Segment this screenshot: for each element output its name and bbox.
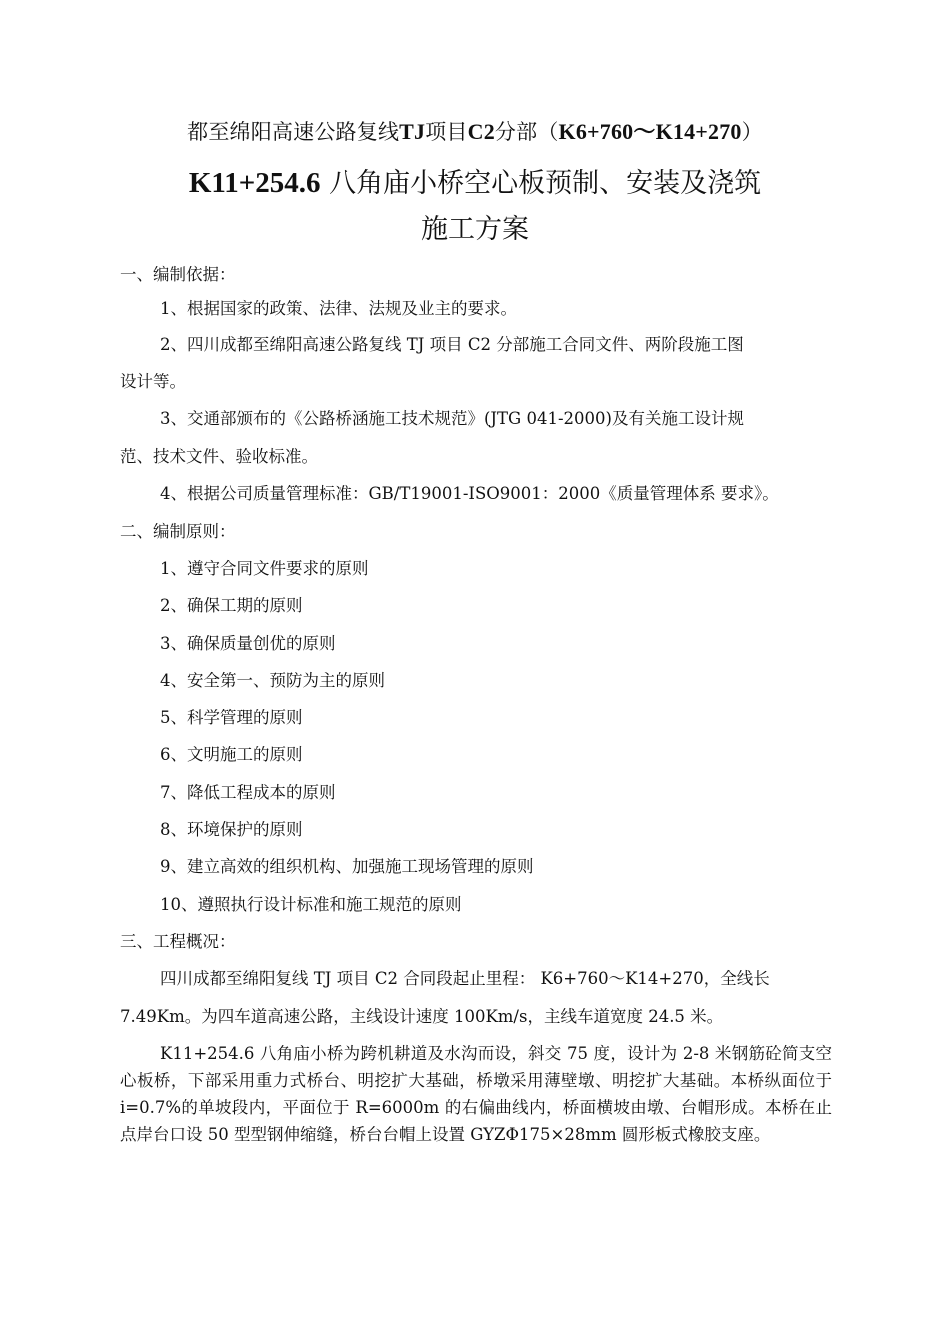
list-item: 2、确保工期的原则 — [160, 596, 303, 615]
section-heading: 二、编制原则： — [120, 522, 236, 541]
title-text: ） — [741, 120, 763, 144]
list-item: 10、遵照执行设计标准和施工规范的原则 — [160, 895, 462, 914]
title-text: 都至绵阳高速公路复线 — [187, 120, 400, 144]
title-text: 项目 — [425, 120, 468, 144]
paragraph-line: 3、交通部颁布的《公路桥涵施工技术规范》(JTG 041-2000)及有关施工设计规 — [160, 409, 744, 428]
paragraph-line: 4、根据公司质量管理标准：GB/T19001-ISO9001：2000《质量管理体系 要求》。 — [160, 484, 779, 503]
paragraph-line: 7.49Km。为四车道高速公路，主线设计速度 100Km/s，主线车道宽度 24.5 米。 — [120, 1007, 724, 1026]
title-code: K11+254.6 — [188, 167, 321, 199]
section-heading: 三、工程概况： — [120, 932, 236, 951]
list-item: 3、确保质量创优的原则 — [160, 634, 336, 653]
document-title-line1 — [0, 117, 950, 147]
paragraph-line: 范、技术文件、验收标准。 — [120, 447, 318, 466]
title-text: 八角庙小桥空心板预制、安装及浇筑 — [329, 168, 762, 199]
list-item: 8、环境保护的原则 — [160, 820, 303, 839]
paragraph-line: 设计等。 — [120, 372, 186, 391]
list-item: 5、科学管理的原则 — [160, 708, 303, 727]
document-title-line3: 施工方案 — [421, 214, 529, 245]
title-text: 分部（ — [494, 120, 559, 144]
paragraph-line: 1、根据国家的政策、法律、法规及业主的要求。 — [160, 299, 517, 318]
paragraph-line: 2、四川成都至绵阳高速公路复线 TJ 项目 C2 分部施工合同文件、两阶段施工图 — [160, 335, 744, 354]
title-range: K6+760～K14+270 — [558, 119, 742, 144]
list-item: 4、安全第一、预防为主的原则 — [160, 671, 385, 690]
list-item: 1、遵守合同文件要求的原则 — [160, 559, 369, 578]
list-item: 9、建立高效的组织机构、加强施工现场管理的原则 — [160, 857, 534, 876]
list-item: 6、文明施工的原则 — [160, 745, 303, 764]
document-title-line2 — [0, 163, 950, 204]
list-item: 7、降低工程成本的原则 — [160, 783, 336, 802]
title-c2: C2 — [467, 119, 495, 144]
title-tj: TJ — [399, 119, 426, 144]
paragraph: K11+254.6 八角庙小桥为跨机耕道及水沟而设，斜交 75 度，设计为 2-8 米钢筋砼简支空心板桥，下部采用重力式桥台、明挖扩大基础，桥墩采用薄壁墩、明挖扩大基础。本桥纵面位于 i=0.7%的单坡段内，平面位于 R=6000m 的右偏曲线内，桥面横坡由墩、台帽形成。本桥在止点岸台口设 50 型型钢伸缩缝，桥台台帽上设置 GYZΦ175×28mm 圆形板式橡胶支座。 — [120, 1044, 832, 1144]
section-heading: 一、编制依据： — [120, 265, 236, 284]
paragraph-line: 四川成都至绵阳复线 TJ 项目 C2 合同段起止里程： K6+760～K14+270，全线长 — [160, 969, 770, 988]
